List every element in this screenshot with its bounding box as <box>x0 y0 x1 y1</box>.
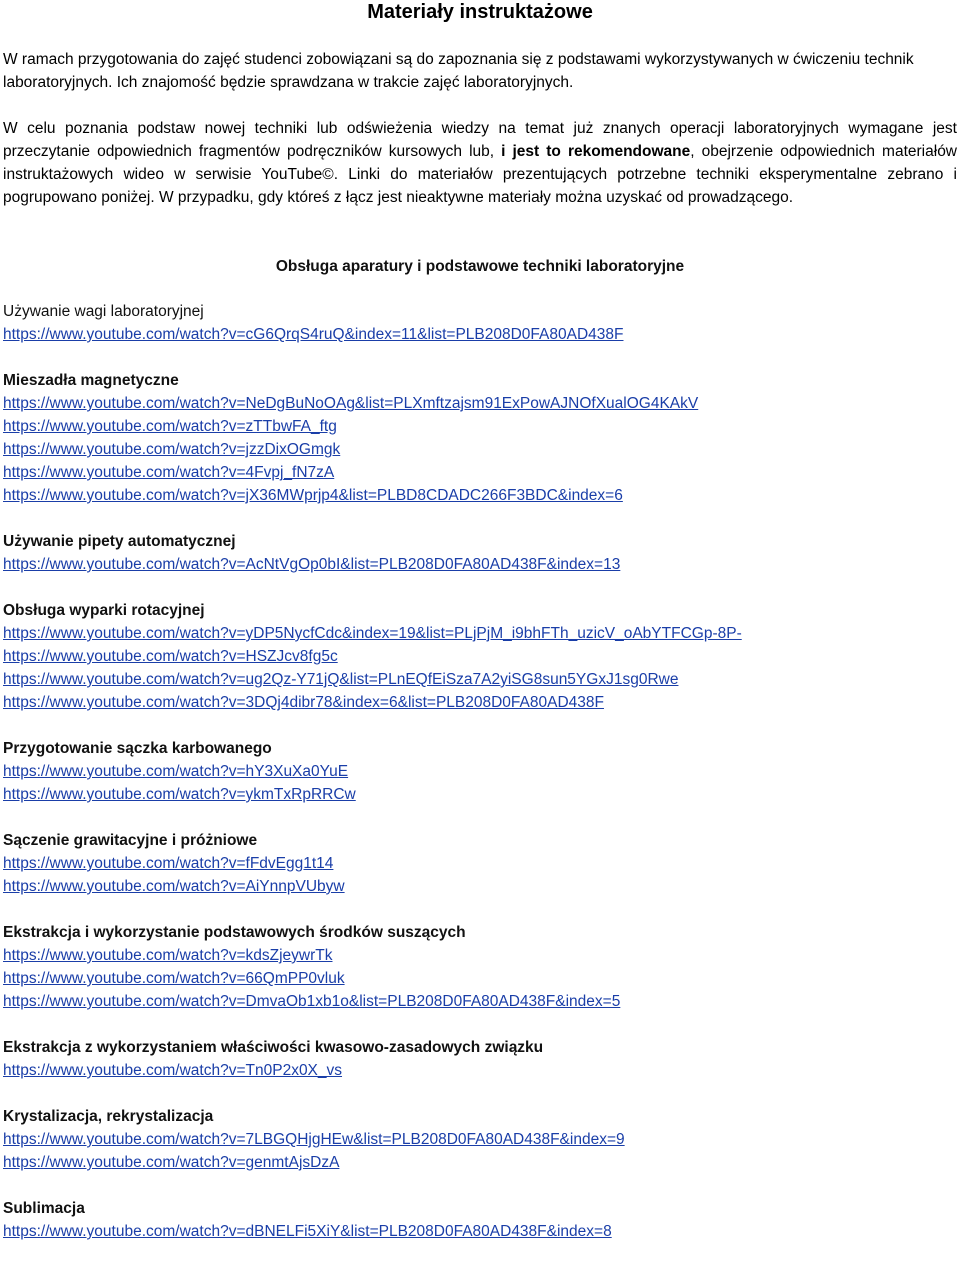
section-title: Mieszadła magnetyczne <box>3 372 179 389</box>
video-link[interactable]: https://www.youtube.com/watch?v=66QmPP0vluk <box>3 970 345 987</box>
video-section <box>3 369 953 507</box>
section-title: Używanie wagi laboratoryjnej <box>3 303 204 320</box>
video-section <box>3 1105 953 1174</box>
video-link[interactable]: https://www.youtube.com/watch?v=AiYnnpVUbyw <box>3 878 345 895</box>
instructions-bold-text: i jest to rekomendowane <box>501 143 691 160</box>
video-section <box>3 1197 953 1243</box>
section-title: Krystalizacja, rekrystalizacja <box>3 1108 214 1125</box>
page-title: Materiały instruktażowe <box>367 1 593 23</box>
video-link[interactable]: https://www.youtube.com/watch?v=Tn0P2x0X_vs <box>3 1062 343 1079</box>
video-section <box>3 737 953 806</box>
video-sections <box>3 300 953 1266</box>
section-heading: Obsługa aparatury i podstawowe techniki laboratoryjne <box>275 258 685 275</box>
video-section <box>3 1036 953 1082</box>
section-title: Ekstrakcja i wykorzystanie podstawowych środków suszących <box>3 924 466 941</box>
video-section <box>3 921 953 1013</box>
video-section <box>3 530 953 576</box>
video-section <box>3 300 953 346</box>
video-link[interactable]: https://www.youtube.com/watch?v=ug2Qz-Y71jQ&list=PLnEQfEiSza7A2yiSG8sun5YGxJ1sg0Rwe <box>3 671 679 688</box>
video-link[interactable]: https://www.youtube.com/watch?v=dBNELFi5XiY&list=PLB208D0FA80AD438F&index=8 <box>3 1223 612 1240</box>
video-link[interactable]: https://www.youtube.com/watch?v=genmtAjsDzA <box>3 1154 340 1171</box>
video-link[interactable]: https://www.youtube.com/watch?v=yDP5NycfCdc&index=19&list=PLjPjM_i9bhFTh_uzicV_oAbYTFCGp-8P- <box>3 625 742 642</box>
video-link[interactable]: https://www.youtube.com/watch?v=fFdvEgg1t14 <box>3 855 334 872</box>
video-link[interactable]: https://www.youtube.com/watch?v=cG6QrqS4ruQ&index=11&list=PLB208D0FA80AD438F <box>3 326 624 343</box>
video-link[interactable]: https://www.youtube.com/watch?v=DmvaOb1xb1o&list=PLB208D0FA80AD438F&index=5 <box>3 993 621 1010</box>
section-title: Przygotowanie sączka karbowanego <box>3 740 272 757</box>
video-link[interactable]: https://www.youtube.com/watch?v=3DQj4dibr78&index=6&list=PLB208D0FA80AD438F <box>3 694 604 711</box>
video-link[interactable]: https://www.youtube.com/watch?v=ykmTxRpRRCw <box>3 786 356 803</box>
instructions-paragraph <box>3 117 957 209</box>
video-link[interactable]: https://www.youtube.com/watch?v=HSZJcv8fg5c <box>3 648 338 665</box>
intro-paragraph: W ramach przygotowania do zajęć studenci zobowiązani są do zapoznania się z podstawami wykorzystywanych w ćwiczeniu technik laboratoryjnych. Ich znajomość będzie sprawdzana w trakcie zajęć laboratoryjnych. <box>3 51 914 91</box>
instructions-text-1: W celu poznania podstaw nowej techniki lub odświeżenia wiedzy na temat już znanych operacji laboratoryjnych wymagane jest przeczytanie odpowiednich fragmentów podręczników kursowych lub, <box>3 120 957 160</box>
video-link[interactable]: https://www.youtube.com/watch?v=zTTbwFA_ftg <box>3 418 337 435</box>
video-link[interactable]: https://www.youtube.com/watch?v=jX36MWprjp4&list=PLBD8CDADC266F3BDC&index=6 <box>3 487 623 504</box>
video-section <box>3 599 953 714</box>
section-title: Ekstrakcja z wykorzystaniem właściwości kwasowo-zasadowych związku <box>3 1039 544 1056</box>
section-title: Sączenie grawitacyjne i próżniowe <box>3 832 258 849</box>
video-link[interactable]: https://www.youtube.com/watch?v=hY3XuXa0YuE <box>3 763 349 780</box>
section-title: Sublimacja <box>3 1200 85 1217</box>
instructions-text-2: , obejrzenie odpowiednich materiałów instruktażowych wideo w serwisie YouTube©. Linki do materiałów prezentujących potrzebne techniki eksperymentalne zebrano i pogrupowano poniżej. W przypadku, gdy któreś z łącz jest nieaktywne materiały można uzyskać od prowadzącego. <box>3 143 958 206</box>
video-link[interactable]: https://www.youtube.com/watch?v=kdsZjeywrTk <box>3 947 333 964</box>
video-link[interactable]: https://www.youtube.com/watch?v=7LBGQHjgHEw&list=PLB208D0FA80AD438F&index=9 <box>3 1131 625 1148</box>
video-link[interactable]: https://www.youtube.com/watch?v=AcNtVgOp0bI&list=PLB208D0FA80AD438F&index=13 <box>3 556 621 573</box>
video-link[interactable]: https://www.youtube.com/watch?v=4Fvpj_fN7zA <box>3 464 335 481</box>
section-title: Używanie pipety automatycznej <box>3 533 236 550</box>
video-link[interactable]: https://www.youtube.com/watch?v=NeDgBuNoOAg&list=PLXmftzajsm91ExPowAJNOfXualOG4KAkV <box>3 395 699 412</box>
video-section <box>3 829 953 898</box>
section-title: Obsługa wyparki rotacyjnej <box>3 602 205 619</box>
video-link[interactable]: https://www.youtube.com/watch?v=jzzDixOGmgk <box>3 441 341 458</box>
